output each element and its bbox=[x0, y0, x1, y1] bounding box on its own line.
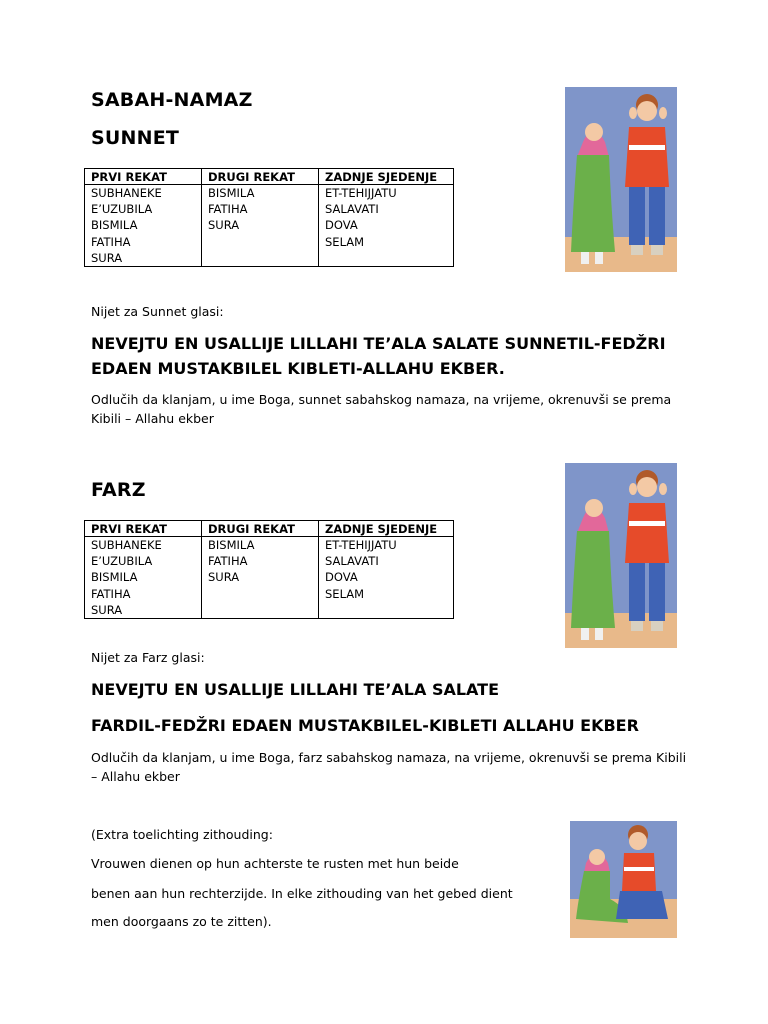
zadnje-sjedenje-cell: ET-TEHIJJATU SALAVATI DOVA SELAM bbox=[319, 537, 454, 619]
sunnet-table bbox=[84, 168, 454, 267]
farz-nijet-line1: NEVEJTU EN USALLIJE LILLAHI TE’ALA SALATE bbox=[91, 680, 500, 699]
sunnet-nijet: NEVEJTU EN USALLIJE LILLAHI TE’ALA SALATE SUNNETIL-FEDŽRI EDAEN MUSTAKBILEL KIBLETI-ALLAHU EKBER. bbox=[91, 334, 666, 378]
farz-intro: Nijet za Farz glasi: bbox=[91, 650, 205, 665]
header-zadnje-sjedenje: ZADNJE SJEDENJE bbox=[319, 169, 454, 185]
extra-note-line3: benen aan hun rechterzijde. In elke zithouding van het gebed dient bbox=[91, 886, 513, 901]
header-prvi-rekat: PRVI REKAT bbox=[85, 169, 202, 185]
sunnet-heading: SUNNET bbox=[91, 127, 180, 149]
standing-children-illustration bbox=[565, 87, 677, 272]
farz-translation: Odlučih da klanjam, u ime Boga, farz sabahskog namaza, na vrijeme, okrenuvši se prema Kibili – Allahu ekber bbox=[91, 750, 687, 784]
header-prvi-rekat: PRVI REKAT bbox=[85, 521, 202, 537]
header-drugi-rekat: DRUGI REKAT bbox=[202, 521, 319, 537]
prvi-rekat-cell: SUBHANEKE E’UZUBILA BISMILA FATIHA SURA bbox=[85, 185, 202, 267]
drugi-rekat-cell: BISMILA FATIHA SURA bbox=[202, 185, 319, 267]
farz-table bbox=[84, 520, 454, 619]
prvi-rekat-cell: SUBHANEKE E’UZUBILA BISMILA FATIHA SURA bbox=[85, 537, 202, 619]
header-drugi-rekat: DRUGI REKAT bbox=[202, 169, 319, 185]
sunnet-intro: Nijet za Sunnet glasi: bbox=[91, 304, 224, 319]
page-title: SABAH-NAMAZ bbox=[91, 89, 253, 111]
extra-note-line2: Vrouwen dienen op hun achterste te rusten met hun beide bbox=[91, 856, 459, 871]
zadnje-sjedenje-cell: ET-TEHIJJATU SALAVATI DOVA SELAM bbox=[319, 185, 454, 267]
standing-children-illustration bbox=[565, 463, 677, 648]
sitting-children-illustration bbox=[570, 821, 677, 938]
drugi-rekat-cell: BISMILA FATIHA SURA bbox=[202, 537, 319, 619]
header-zadnje-sjedenje: ZADNJE SJEDENJE bbox=[319, 521, 454, 537]
extra-note-line4: men doorgaans zo te zitten). bbox=[91, 914, 272, 929]
sunnet-translation: Odlučih da klanjam, u ime Boga, sunnet sabahskog namaza, na vrijeme, okrenuvši se prema Kibili – Allahu ekber bbox=[91, 392, 672, 426]
farz-heading: FARZ bbox=[91, 479, 146, 501]
farz-nijet-line2: FARDIL-FEDŽRI EDAEN MUSTAKBILEL-KIBLETI ALLAHU EKBER bbox=[91, 716, 639, 735]
extra-note-line1: (Extra toelichting zithouding: bbox=[91, 827, 273, 842]
